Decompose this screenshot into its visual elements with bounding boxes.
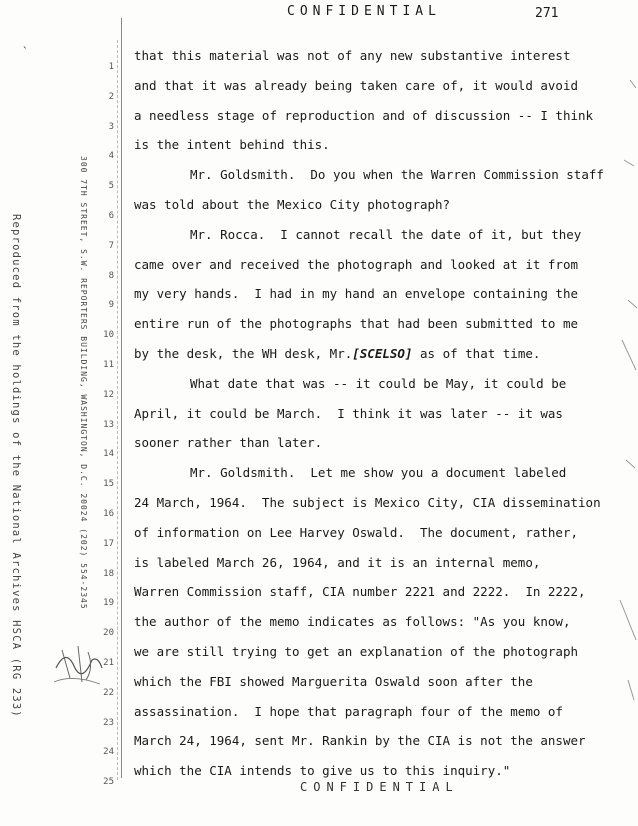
line-number: 15 (103, 479, 114, 490)
margin-rule-faint (117, 40, 119, 780)
transcript-line (134, 346, 540, 361)
transcript-line (134, 406, 563, 421)
line-text: the author of the memo indicates as follows: "As you know, (134, 614, 571, 630)
line-number: 18 (103, 568, 114, 579)
line-text: Warren Commission staff, CIA number 2221 and 2222. In 2222, (134, 584, 586, 600)
line-text: which the FBI showed Marguerita Oswald soon after the (134, 673, 533, 689)
line-number: 2 (108, 91, 114, 102)
line-number: 9 (108, 300, 114, 311)
line-text: that this material was not of any new substantive interest (134, 48, 571, 63)
transcript-line (134, 137, 330, 152)
line-number: 14 (103, 449, 114, 460)
transcript-line (134, 495, 601, 510)
line-text: sooner rather than later. (134, 435, 323, 451)
transcript-line (134, 435, 322, 450)
line-number: 7 (108, 240, 114, 251)
line-text: March 24, 1964, sent Mr. Rankin by the CIA is not the answer (134, 733, 586, 749)
line-text: and that it was already being taken care of, it would avoid (134, 77, 579, 93)
line-number: 11 (103, 360, 114, 370)
confidential-footer: CONFIDENTIAL (300, 780, 459, 794)
line-text: is the intent behind this. (134, 137, 330, 153)
line-number: 17 (103, 538, 114, 549)
margin-rule (121, 18, 122, 778)
line-text: was told about the Mexico City photograph? (134, 197, 451, 212)
line-text: we are still trying to get an explanation of the photograph (134, 644, 579, 659)
transcript-line (134, 197, 450, 212)
line-number: 4 (108, 151, 114, 162)
page-number: 271 (535, 6, 559, 21)
transcript-line (134, 78, 578, 93)
line-number: 6 (108, 211, 114, 221)
line-number: 24 (103, 747, 114, 758)
line-text: Mr. Goldsmith. Do you when the Warren Commission staff (190, 167, 604, 183)
line-text: Mr. Rocca. I cannot recall the date of it, but they (190, 226, 582, 242)
archive-stamp-text: Reproduced from the holdings of the National Archives HSCA (RG 233) (10, 214, 22, 718)
line-text: my very hands. I had in my hand an envelope containing the (134, 286, 579, 302)
line-text: came over and received the photograph and looked at it from (134, 256, 579, 272)
transcript-line (134, 108, 593, 123)
handwritten-name-insert: [SCELSO] (352, 346, 413, 361)
line-text: Mr. Goldsmith. Let me show you a document labeled (190, 465, 567, 481)
transcript-line (134, 316, 578, 331)
scan-edge-noise (610, 40, 638, 780)
line-number: 16 (103, 509, 114, 519)
transcript-line (134, 614, 571, 629)
transcript-line (134, 644, 578, 659)
line-number: 20 (103, 628, 114, 639)
reporter-address-text: 300 7TH STREET, S.W. REPORTERS BUILDING, WASHINGTON, D.C. 20024 (202) 554-2345 (79, 156, 88, 610)
transcript-line (190, 465, 566, 480)
transcript-line (134, 584, 586, 599)
transcript-line (134, 674, 533, 689)
line-text: What date that was -- it could be May, it could be (190, 375, 567, 391)
transcript-line (134, 286, 578, 301)
line-number: 19 (103, 598, 114, 609)
line-text: by the desk, the WH desk, Mr. (134, 346, 353, 361)
line-number: 23 (103, 717, 114, 728)
line-number: 1 (108, 62, 114, 72)
confidential-header: CONFIDENTIAL (287, 4, 441, 19)
line-number: 25 (103, 777, 114, 788)
transcript-line (190, 227, 581, 242)
transcript-line (134, 763, 510, 778)
line-number: 10 (103, 330, 114, 341)
line-number: 21 (103, 658, 114, 668)
line-text: of information on Lee Harvey Oswald. The document, rather, (134, 524, 579, 540)
transcript-line (134, 48, 571, 63)
line-number: 22 (103, 687, 114, 698)
transcript-line (134, 733, 586, 748)
line-text: which the CIA intends to give us to this inquiry." (134, 763, 511, 779)
line-text: entire run of the photographs that had been submitted to me (134, 316, 579, 332)
line-text: assassination. I hope that paragraph four of the memo of (134, 703, 563, 719)
line-text: a needless stage of reproduction and of discussion -- I think (134, 107, 594, 123)
line-number: 3 (108, 121, 114, 132)
transcript-line (134, 525, 578, 540)
line-number: 5 (108, 181, 114, 192)
handwritten-initials (52, 638, 106, 688)
line-text: 24 March, 1964. The subject is Mexico City, CIA dissemination (134, 495, 601, 510)
margin-mark: ` (22, 45, 29, 58)
line-text-continued: as of that time. (412, 346, 541, 361)
transcript-line (134, 257, 578, 272)
line-text: is labeled March 26, 1964, and it is an internal memo, (134, 554, 541, 570)
transcript-line (134, 555, 540, 570)
line-number: 13 (103, 419, 114, 430)
transcript-line (190, 376, 566, 391)
line-text: April, it could be March. I think it was later -- it was (134, 405, 563, 421)
line-number: 8 (108, 270, 114, 281)
transcript-line (134, 704, 563, 719)
line-number: 12 (103, 389, 114, 400)
transcript-line (190, 167, 604, 182)
